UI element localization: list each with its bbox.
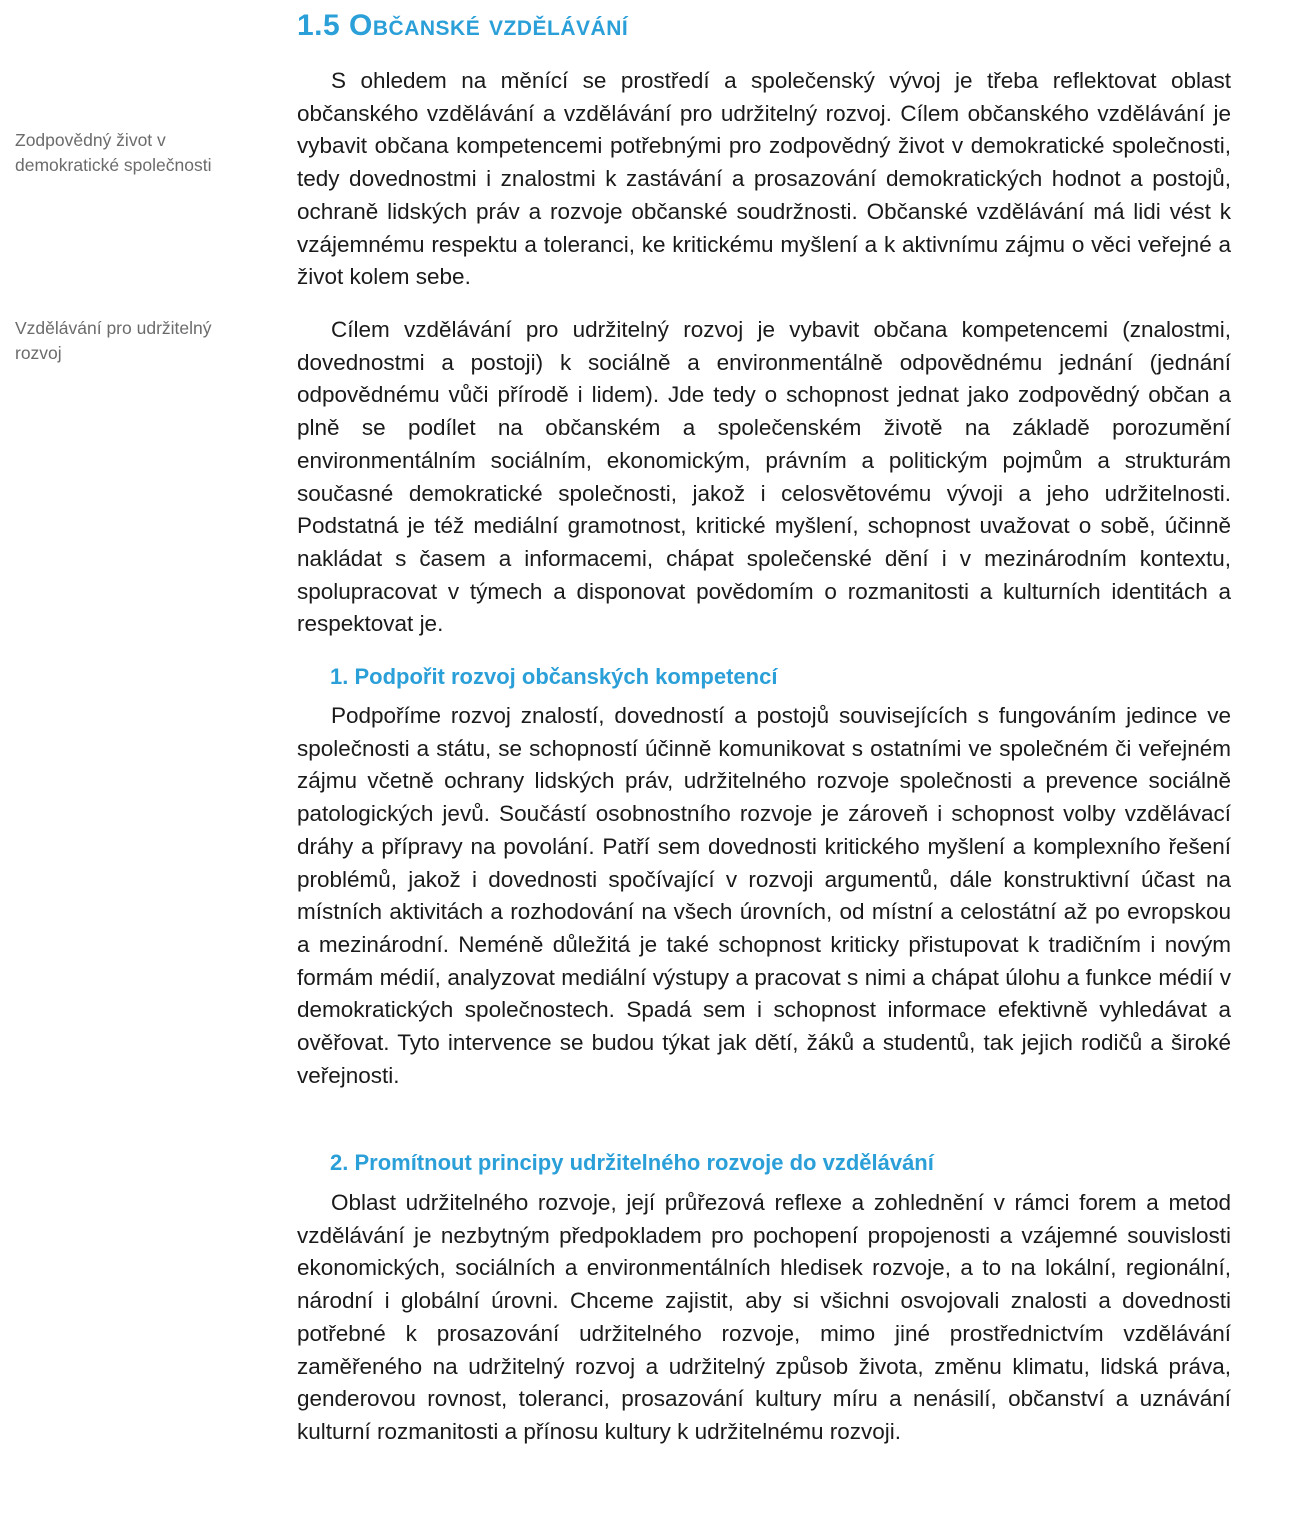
goal-1-text: Podpoříme rozvoj znalostí, dovedností a postojů souvisejících s fungováním jedince ve společnosti a státu, se schopností účinně komunikovat s ostatními ve společném či veřejném zájmu včetně ochrany lidských práv, udržitelného rozvoje společnosti a prevence sociálně patologických jevů. Součástí osobnostního rozvoje je zároveň i schopnost volby vzdělávací dráhy a přípravy na povolání. Patří sem dovednosti kritického myšlení a komplexního řešení problémů, jakož i dovednosti spočívající v rozvoji argumentů, dále konstruktivní účast na místních aktivitách a rozhodování na všech úrovních, od místní a celostátní až po evropskou a mezinárodní. Neméně důležitá je také schopnost kriticky přistupovat k tradičním i novým formám médií, analyzovat mediální výstupy a pracovat s nimi a chápat úlohu a funkce médií v demokratických společnostech. Spadá sem i schopnost informace efektivně vyhledávat a ověřovat. Tyto intervence se budou týkat jak dětí, žáků a studentů, tak jejich rodičů a široké veřejnosti. [297,703,1231,1088]
goal-2-title: 2. Promítnout principy udržitelného rozvoje do vzdělávání [330,1150,934,1175]
goal-1-title: 1. Podpořit rozvoj občanských kompetencí [330,664,778,689]
section-heading: 1.5 Občanské vzdělávání [297,9,629,42]
margin-note-responsible-life: Zodpovědný život v demokratické společnosti [15,130,212,175]
intro-paragraph: S ohledem na měnící se prostředí a společenský vývoj je třeba reflektovat oblast občanského vzdělávání a vzdělávání pro udržitelný rozvoj. Cílem občanského vzdělávání je vybavit občana kompetencemi potřebnými pro zodpovědný život v demokratické společnosti, tedy dovednostmi i znalostmi k zastávání a prosazování demokratických hodnot a postojů, ochraně lidských práv a rozvoje občanské soudržnosti. Občanské vzdělávání má lidi vést k vzájemnému respektu a toleranci, ke kritickému myšlení a k aktivnímu zájmu o věci veřejné a život kolem sebe. [297,68,1231,290]
sustainability-paragraph: Cílem vzdělávání pro udržitelný rozvoj je vybavit občana kompetencemi (znalostmi, dovednostmi a postoji) k sociálně a environmentálně odpovědnému jednání (jednání odpovědnému vůči přírodě i lidem). Jde tedy o schopnost jednat jako zodpovědný občan a plně se podílet na občanském a společenském životě na základě porozumění environmentálním sociálním, ekonomickým, právním a politickým pojmům a strukturám současné demokratické společnosti, jakož i celosvětovému vývoji a jeho udržitelnosti. Podstatná je též mediální gramotnost, kritické myšlení, schopnost uvažovat o sobě, účinně nakládat s časem a informacemi, chápat společenské dění i v mezinárodním kontextu, spolupracovat v týmech a disponovat povědomím o rozmanitosti a kulturních identitách a respektovat je. [297,317,1231,637]
margin-note-sustainable-development: Vzdělávání pro udržitelný rozvoj [15,318,212,363]
goal-2-text: Oblast udržitelného rozvoje, její průřezová reflexe a zohlednění v rámci forem a metod vzdělávání je nezbytným předpokladem pro pochopení propojenosti a vzájemné souvislosti ekonomických, sociálních a environmentálních hledisek rozvoje, a to na lokální, regionální, národní i globální úrovni. Chceme zajistit, aby si všichni osvojovali znalosti a dovednosti potřebné k prosazování udržitelného rozvoje, mimo jiné prostřednictvím vzdělávání zaměřeného na udržitelný rozvoj a udržitelný způsob života, změnu klimatu, lidská práva, genderovou rovnost, toleranci, prosazování kultury míru a nenásilí, občanství a uznávání kulturní rozmanitosti a přínosu kultury k udržitelnému rozvoji. [297,1190,1231,1444]
